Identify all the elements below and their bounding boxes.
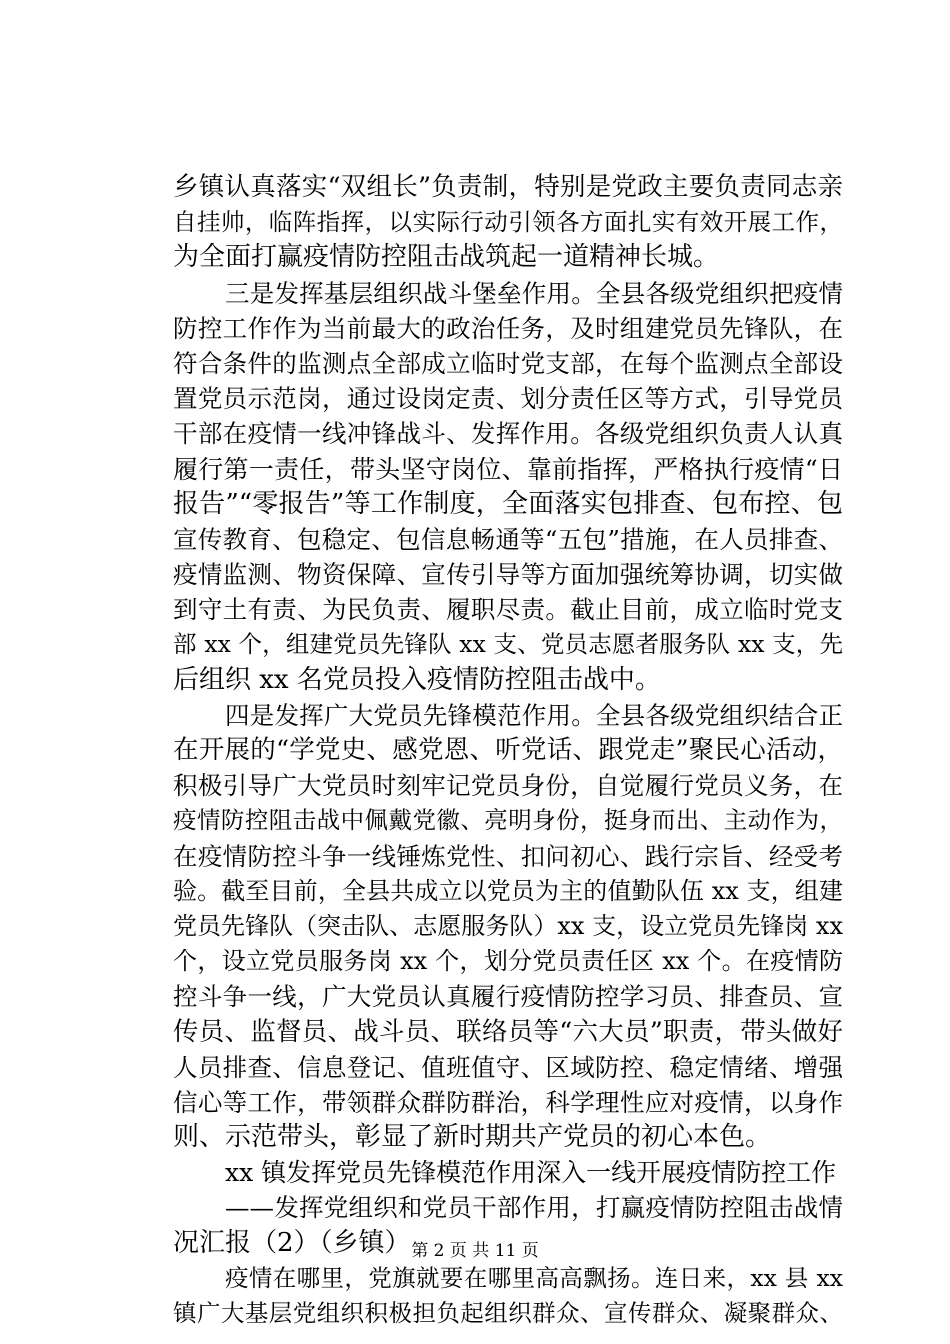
text-line: 报告”“零报告”等工作制度，全面落实包排查、包布控、包 [173,488,843,519]
text-line: 三是发挥基层组织战斗堡垒作用。全县各级党组织把疫情 [225,278,843,308]
text-line: 置党员示范岗，通过设岗定责、划分责任区等方式，引导党员 [173,384,843,414]
text-line: 控斗争一线，广大党员认真履行疫情防控学习员、排查员、宣 [173,982,843,1012]
text-line: 疫情防控阻击战中佩戴党徽、亮明身份，挺身而出、主动作为， [173,806,843,835]
text-line: 到守土有责、为民负责、履职尽责。截止目前，成立临时党支 [173,595,843,625]
document-body [173,170,843,1331]
text-line: 后组织 xx 名党员投入疫情防控阻击战中。 [173,664,661,695]
text-line: 四是发挥广大党员先锋模范作用。全县各级党组织结合正 [225,700,843,730]
text-line: 防控工作作为当前最大的政治任务，及时组建党员先锋队，在 [173,313,843,343]
text-line: 镇广大基层党组织积极担负起组织群众、宣传群众、凝聚群众、 [173,1299,843,1327]
text-line: 乡镇认真落实“双组长”负责制，特别是党政主要负责同志亲 [173,172,843,202]
text-line: 个，设立党员服务岗 xx 个，划分党员责任区 xx 个。在疫情防 [173,947,843,976]
text-line: 疫情监测、物资保障、宣传引导等方面加强统筹协调，切实做 [173,560,843,590]
text-line: xx 镇发挥党员先锋模范作用深入一线开展疫情防控工作 [225,1158,837,1188]
text-line: 自挂帅，临阵指挥，以实际行动引领各方面扎实有效开展工作， [173,208,843,237]
text-line: 信心等工作，带领群众群防群治，科学理性应对疫情，以身作 [173,1087,843,1117]
text-line: 况汇报（2）（乡镇） [173,1227,411,1258]
text-line: 干部在疫情一线冲锋战斗、发挥作用。各级党组织负责人认真 [173,419,843,449]
text-line: 则、示范带头，彰显了新时期共产党员的初心本色。 [173,1122,772,1153]
text-line: 疫情在哪里，党旗就要在哪里高高飘扬。连日来，xx 县 xx [225,1263,843,1292]
text-line: 党员先锋队（突击队、志愿服务队）xx 支，设立党员先锋岗 xx [173,911,843,940]
text-line: ——发挥党组织和党员干部作用，打赢疫情防控阻击战情 [225,1193,843,1223]
text-line: 人员排查、信息登记、值班值守、区域防控、稳定情绪、增强 [173,1052,843,1082]
text-line: 为全面打赢疫情防控阻击战筑起一道精神长城。 [173,242,720,273]
text-line: 积极引导广大党员时刻牢记党员身份，自觉履行党员义务，在 [173,771,843,801]
text-line: 在疫情防控斗争一线锤炼党性、扣问初心、践行宗旨、经受考 [173,841,843,871]
text-line: 符合条件的监测点全部成立临时党支部，在每个监测点全部设 [173,348,843,378]
text-line: 部 xx 个，组建党员先锋队 xx 支、党员志愿者服务队 xx 支，先 [173,630,843,659]
text-line: 传员、监督员、战斗员、联络员等“六大员”职责，带头做好 [173,1016,843,1047]
page-footer: 第 2 页 共 11 页 [411,1241,539,1261]
text-line: 验。截至目前，全县共成立以党员为主的值勤队伍 xx 支，组建 [173,876,843,905]
text-line: 在开展的“学党史、感党恩、听党话、跟党走”聚民心活动， [173,735,843,765]
text-line: 宣传教育、包稳定、包信息畅通等“五包”措施，在人员排查、 [173,524,843,554]
text-line: 履行第一责任，带头坚守岗位、靠前指挥，严格执行疫情“日 [173,454,843,484]
